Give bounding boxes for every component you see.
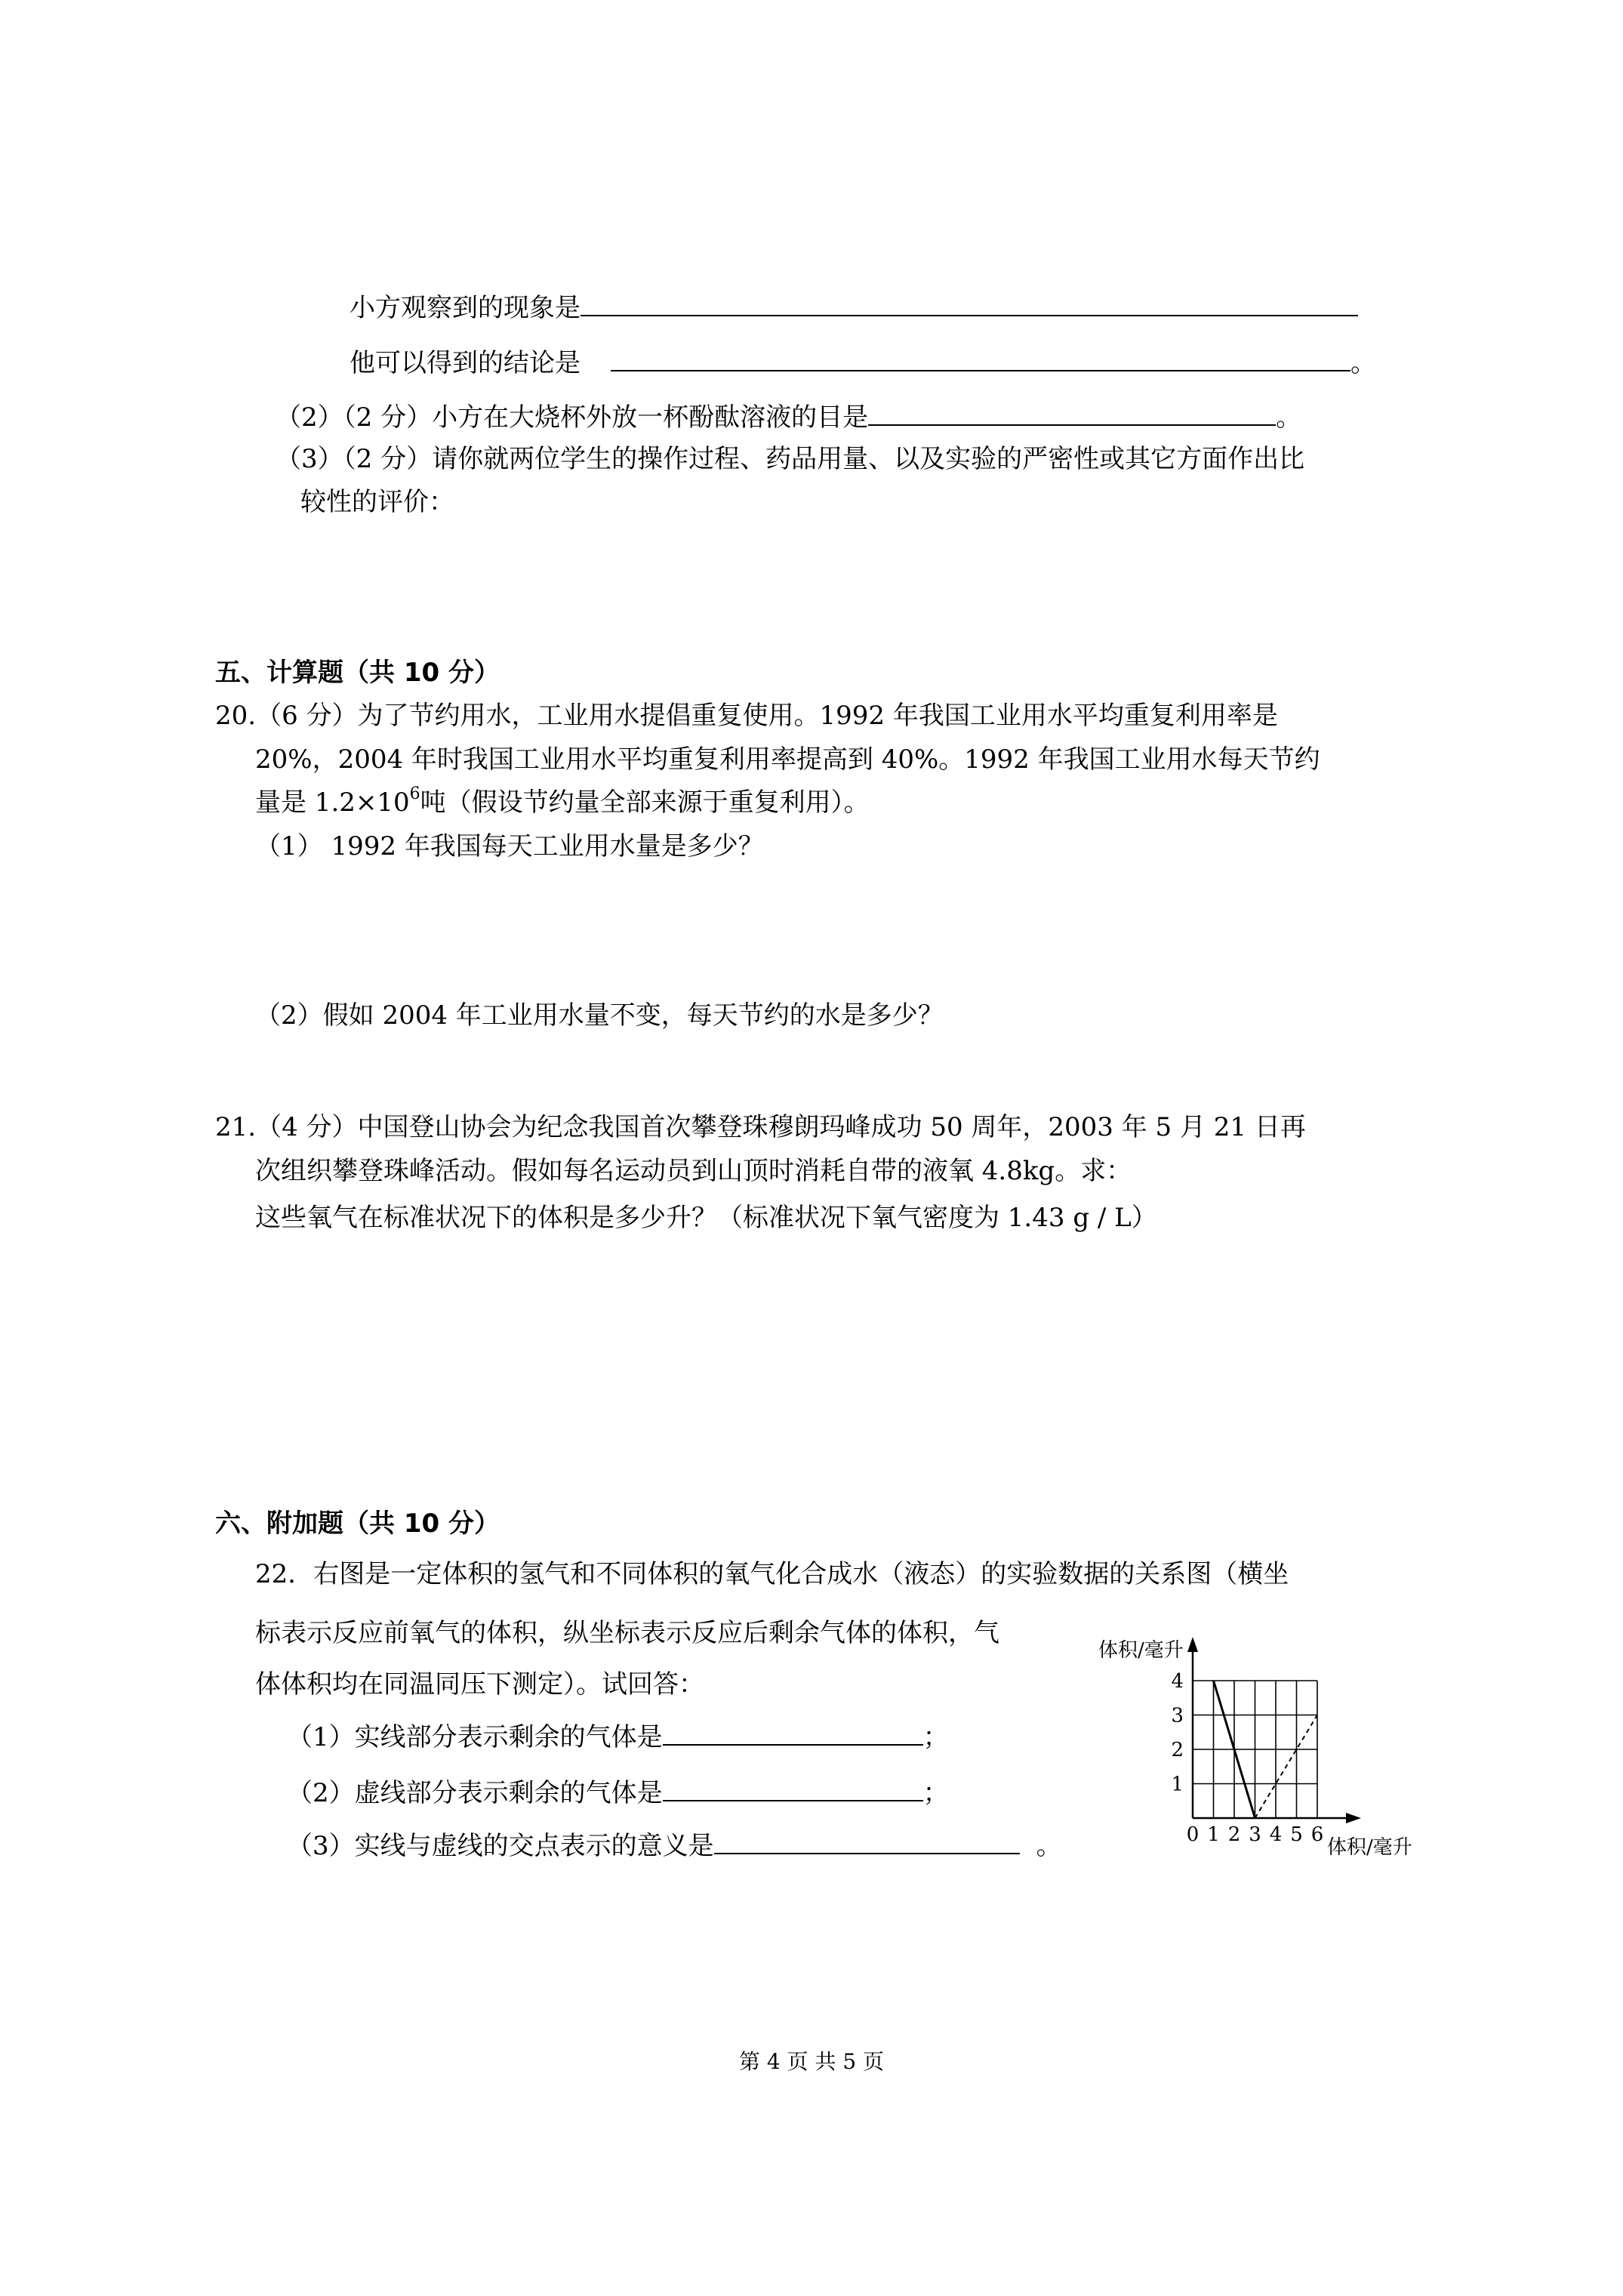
x-tick-label: 1 — [1207, 1823, 1220, 1846]
x-tick-label: 2 — [1227, 1823, 1241, 1846]
y-axis-arrow — [1187, 1637, 1198, 1652]
q22-sub1 — [287, 1720, 949, 1755]
x-axis-label: 体积/毫升 — [1327, 1836, 1412, 1859]
x-tick-label: 0 — [1186, 1823, 1200, 1846]
q19-part3-line1: （3）（2 分）请你就两位学生的操作过程、药品用量、以及实验的严密性或其它方面作出比 — [276, 444, 1305, 474]
q22-sub2 — [287, 1776, 949, 1811]
q19-part2-end: 。 — [1276, 402, 1302, 433]
x-tick-label: 4 — [1269, 1823, 1283, 1846]
q20-exponent: 6 — [409, 784, 420, 803]
q22-sub2-end: ； — [922, 1778, 949, 1808]
q19-part3-line2: 较性的评价： — [300, 487, 454, 517]
q22-sub3-blank[interactable] — [714, 1830, 1020, 1854]
observed-label: 小方观察到的现象是 — [350, 293, 581, 323]
q20-line1: 20.（6 分）为了节约用水，工业用水提倡重复使用。1992 年我国工业用水平均重复利用率是 — [215, 701, 1278, 731]
section5-heading: 五、计算题（共 10 分） — [215, 658, 500, 688]
x-axis-arrow — [1346, 1813, 1361, 1823]
x-tick-label: 3 — [1249, 1823, 1261, 1846]
conclusion-line — [350, 346, 1376, 381]
q20-line3 — [255, 785, 870, 820]
conclusion-label: 他可以得到的结论是 — [350, 348, 581, 378]
chart-ticks — [1171, 1670, 1323, 1846]
q22-sub1-end: ； — [922, 1722, 949, 1752]
section6-heading: 六、附加题（共 10 分） — [215, 1509, 500, 1539]
q20-sub2: （2）假如 2004 年工业用水量不变，每天节约的水是多少？ — [255, 1000, 944, 1031]
q19-part2 — [276, 400, 1301, 435]
q22-sub1-text: （1）实线部分表示剩余的气体是 — [287, 1722, 663, 1752]
observed-line — [350, 291, 1358, 325]
q22-sub2-text: （2）虚线部分表示剩余的气体是 — [287, 1778, 663, 1808]
y-axis-label: 体积/毫升 — [1098, 1639, 1184, 1662]
conclusion-end: 。 — [1350, 348, 1376, 378]
q21-line1: 21.（4 分）中国登山协会为纪念我国首次攀登珠穆朗玛峰成功 50 周年，2003 年 5 月 21 日再 — [215, 1112, 1306, 1142]
gas-volume-chart — [1098, 1629, 1431, 1871]
q22-line2: 标表示反应前氧气的体积，纵坐标表示反应后剩余气体的体积，气 — [255, 1618, 999, 1648]
y-tick-label: 4 — [1171, 1670, 1184, 1693]
page-footer: 第 4 页 共 5 页 — [738, 2049, 885, 2074]
q21-line2: 次组织攀登珠峰活动。假如每名运动员到山顶时消耗自带的液氧 4.8kg。求： — [255, 1156, 1132, 1186]
q22-line1: 22．右图是一定体积的氢气和不同体积的氧气化合成水（液态）的实验数据的关系图（横坐 — [255, 1559, 1289, 1589]
q20-line3-pre: 量是 1.2×10 — [255, 787, 410, 818]
x-tick-label: 5 — [1290, 1823, 1303, 1846]
q19-part2-blank[interactable] — [868, 402, 1276, 426]
x-tick-label: 6 — [1310, 1823, 1324, 1846]
observed-blank[interactable] — [581, 292, 1358, 316]
q22-sub1-blank[interactable] — [663, 1721, 923, 1746]
q20-sub1: （1） 1992 年我国每天工业用水量是多少？ — [255, 831, 764, 861]
q22-sub3 — [287, 1829, 1062, 1863]
q22-sub3-text: （3）实线与虚线的交点表示的意义是 — [287, 1831, 714, 1861]
dashed-series-line — [1255, 1715, 1318, 1819]
chart-grid — [1193, 1681, 1317, 1818]
q22-sub3-end: 。 — [1036, 1831, 1062, 1861]
y-tick-label: 1 — [1171, 1773, 1184, 1796]
q20-line3-post: 吨（假设节约量全部来源于重复利用）。 — [420, 787, 870, 818]
q19-part2-text: （2）（2 分）小方在大烧杯外放一杯酚酞溶液的目是 — [276, 402, 869, 433]
conclusion-blank[interactable] — [611, 347, 1350, 371]
y-tick-label: 2 — [1171, 1739, 1184, 1761]
q22-line3: 体体积均在同温同压下测定）。试回答： — [255, 1669, 704, 1700]
q22-sub2-blank[interactable] — [663, 1777, 923, 1801]
q20-line2: 20%，2004 年时我国工业用水平均重复利用率提高到 40%。1992 年我国工业用水每天节约 — [255, 744, 1320, 775]
y-tick-label: 3 — [1171, 1704, 1184, 1727]
q21-line3: 这些氧气在标准状况下的体积是多少升？（标准状况下氧气密度为 1.43 g / L） — [255, 1203, 1157, 1233]
